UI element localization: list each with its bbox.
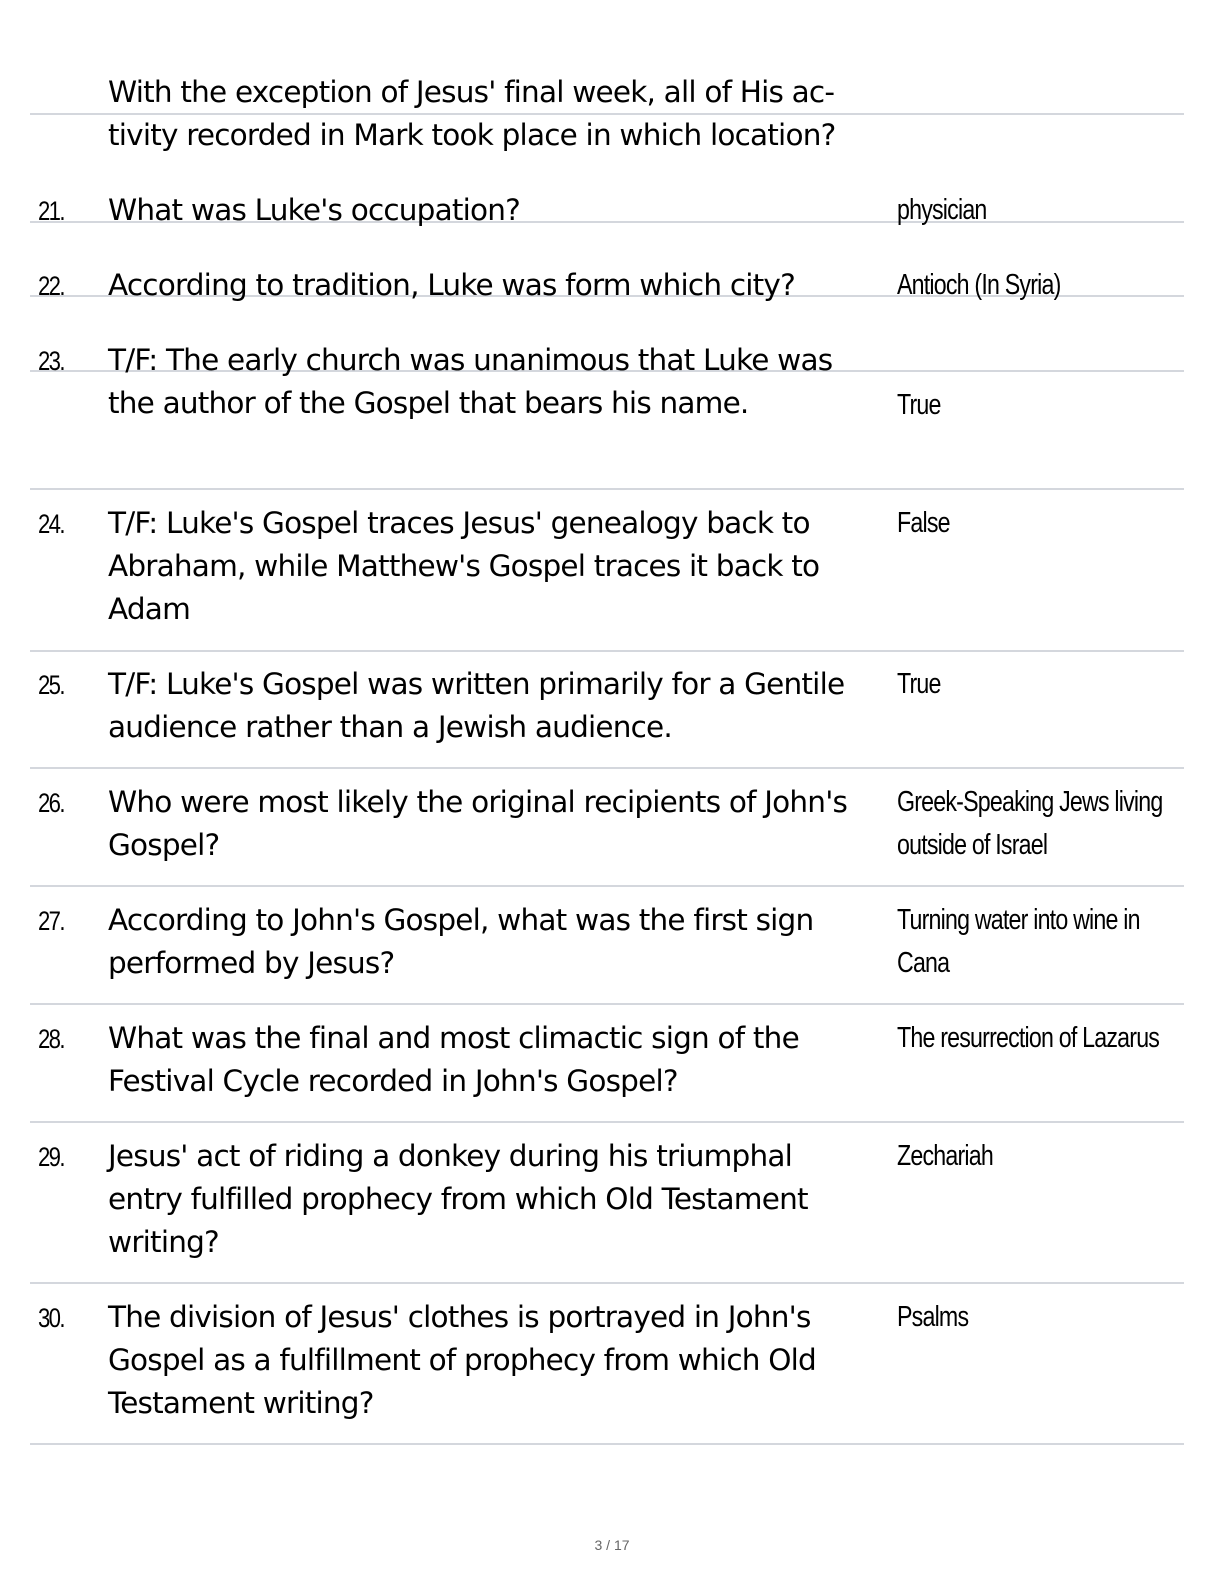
question-number: 21.: [38, 196, 64, 226]
question-number: 23.: [38, 346, 64, 376]
question-number: 24.: [38, 509, 64, 539]
question-number: 26.: [38, 788, 64, 818]
answer-text-line: True: [897, 668, 941, 700]
question-text-line: Jesus' act of riding a donkey during his triumphal: [108, 1139, 793, 1173]
answer-text-line: Zechariah: [897, 1140, 993, 1172]
question-text-line: Festival Cycle recorded in John's Gospel?: [108, 1064, 678, 1098]
row-divider: [30, 650, 1184, 652]
question-number: 25.: [38, 670, 64, 700]
question-text-line: Gospel as a fulfillment of prophecy from which Old: [108, 1343, 816, 1377]
row-divider: [30, 767, 1184, 769]
row-divider: [30, 1121, 1184, 1123]
answer-text-line: The resurrection of Lazarus: [897, 1022, 1160, 1054]
page-number: 3 / 17: [594, 1537, 630, 1553]
question-number: 29.: [38, 1142, 64, 1172]
question-text-line: The division of Jesus' clothes is portrayed in John's: [108, 1300, 811, 1334]
row-divider: [30, 488, 1184, 490]
question-text-line: Adam: [108, 592, 191, 626]
question-text-line: What was the final and most climactic sign of the: [108, 1021, 799, 1055]
answer-text-line: Cana: [897, 947, 950, 979]
row-divider: [30, 1443, 1184, 1445]
question-text-line: T/F: The early church was unanimous that Luke was: [108, 343, 833, 377]
answer-text-line: outside of Israel: [897, 829, 1048, 861]
answer-text-line: Psalms: [897, 1301, 969, 1333]
question-text-line: According to John's Gospel, what was the first sign: [108, 903, 814, 937]
question-text-line: What was Luke's occupation?: [108, 193, 521, 227]
question-number: 22.: [38, 271, 64, 301]
question-number: 30.: [38, 1303, 64, 1333]
row-divider: [30, 1282, 1184, 1284]
question-text-line: According to tradition, Luke was form which city?: [108, 268, 795, 302]
answer-text-line: True: [897, 389, 941, 421]
answer-text-line: Greek-Speaking Jews living: [897, 786, 1163, 818]
question-text-line: With the exception of Jesus' final week, all of His ac-: [108, 75, 835, 109]
question-number: 28.: [38, 1024, 64, 1054]
question-text-line: Testament writing?: [108, 1386, 374, 1420]
answer-text-line: Antioch (In Syria): [897, 269, 1061, 301]
question-text-line: the author of the Gospel that bears his name.: [108, 386, 749, 420]
question-text-line: entry fulfilled prophecy from which Old Testament: [108, 1182, 808, 1216]
row-divider: [30, 1003, 1184, 1005]
question-text-line: Who were most likely the original recipients of John's: [108, 785, 848, 819]
question-text-line: T/F: Luke's Gospel traces Jesus' genealogy back to: [108, 506, 810, 540]
question-text-line: audience rather than a Jewish audience.: [108, 710, 672, 744]
question-text-line: Abraham, while Matthew's Gospel traces it back to: [108, 549, 820, 583]
question-number: 27.: [38, 906, 64, 936]
row-divider: [30, 885, 1184, 887]
answer-text-line: Turning water into wine in: [897, 904, 1140, 936]
answer-text-line: physician: [897, 194, 987, 226]
question-text-line: T/F: Luke's Gospel was written primarily for a Gentile: [108, 667, 845, 701]
question-text-line: tivity recorded in Mark took place in which location?: [108, 118, 836, 152]
question-text-line: writing?: [108, 1225, 219, 1259]
question-text-line: Gospel?: [108, 828, 220, 862]
question-text-line: performed by Jesus?: [108, 946, 395, 980]
answer-text-line: False: [897, 507, 950, 539]
